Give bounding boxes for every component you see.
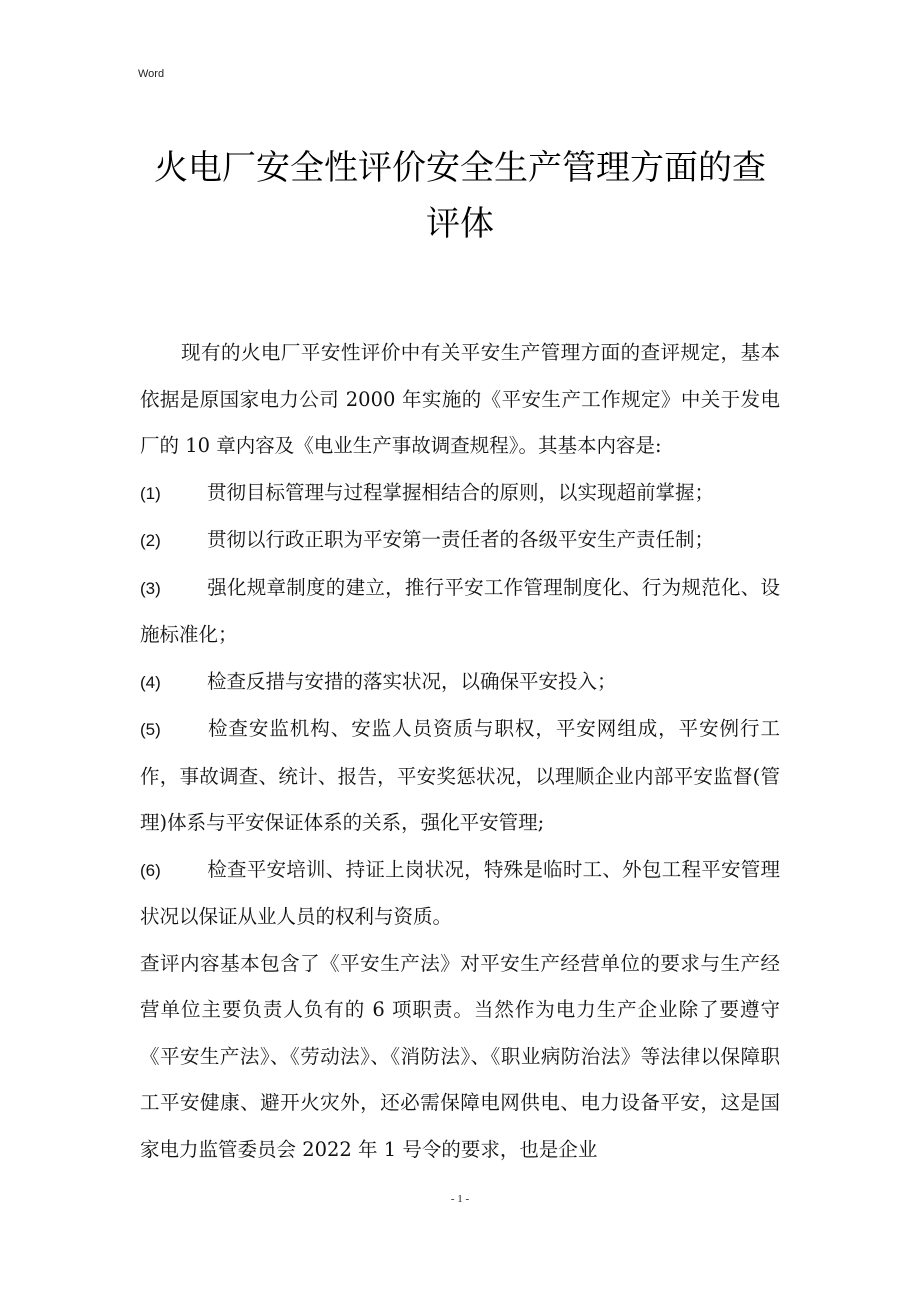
list-item-number: (6) xyxy=(140,860,161,880)
list-item xyxy=(140,470,780,518)
list-item-number: (2) xyxy=(140,531,161,550)
list-item-text: 检查安监机构、安监人员资质与职权，平安网组成，平安例行工作，事故调查、统计、报告，平安奖惩状况，以理顺企业内部平安监督(管理)体系与平安保证体系的关系，强化平安管理; xyxy=(140,717,780,834)
document-body xyxy=(140,330,780,1173)
page-number: - 1 - xyxy=(450,1193,470,1205)
list-item-number: (5) xyxy=(140,720,161,739)
list-item-text: 检查平安培训、持证上岗状况，特殊是临时工、外包工程平安管理状况以保证从业人员的权利与资质。 xyxy=(140,857,780,928)
title-line-1: 火电厂安全性评价安全生产管理方面的查 xyxy=(154,148,766,188)
list-item-text: 贯彻目标管理与过程掌握相结合的原则，以实现超前掌握； xyxy=(207,480,715,504)
list-item xyxy=(140,565,780,659)
list-item-number: (1) xyxy=(140,483,161,503)
list-item xyxy=(140,847,780,941)
document-title xyxy=(140,140,780,252)
intro-paragraph: 现有的火电厂平安性评价中有关平安生产管理方面的查评规定，基本依据是原国家电力公司 2000 年实施的《平安生产工作规定》中关于发电厂的 10 章内容及《电业生产事故调查规程》。其基本内容是: xyxy=(140,341,780,457)
list-item-number: (4) xyxy=(140,672,161,692)
list-item xyxy=(140,706,780,847)
list-item xyxy=(140,659,780,707)
header-label: Word xyxy=(138,68,165,80)
list-item-text: 检查反措与安措的落实状况，以确保平安投入； xyxy=(207,669,617,693)
list-item-number: (3) xyxy=(140,578,161,598)
list-item-text: 强化规章制度的建立，推行平安工作管理制度化、行为规范化、设施标准化； xyxy=(140,575,780,646)
title-line-2: 评体 xyxy=(426,204,494,244)
list-item-text: 贯彻以行政正职为平安第一责任者的各级平安生产责任制； xyxy=(207,528,715,551)
list-item xyxy=(140,517,780,565)
closing-paragraph: 查评内容基本包含了《平安生产法》对平安生产经营单位的要求与生产经营单位主要负责人负有的 6 项职责。当然作为电力生产企业除了要遵守《平安生产法》、《劳动法》、《消防法》、《职业病防治法》等法律以保障职工平安健康、避开火灾外，还必需保障电网供电、电力设备平安，这是国家电力监管委员会 2022 年 1 号令的要求，也是企业 xyxy=(140,951,780,1161)
